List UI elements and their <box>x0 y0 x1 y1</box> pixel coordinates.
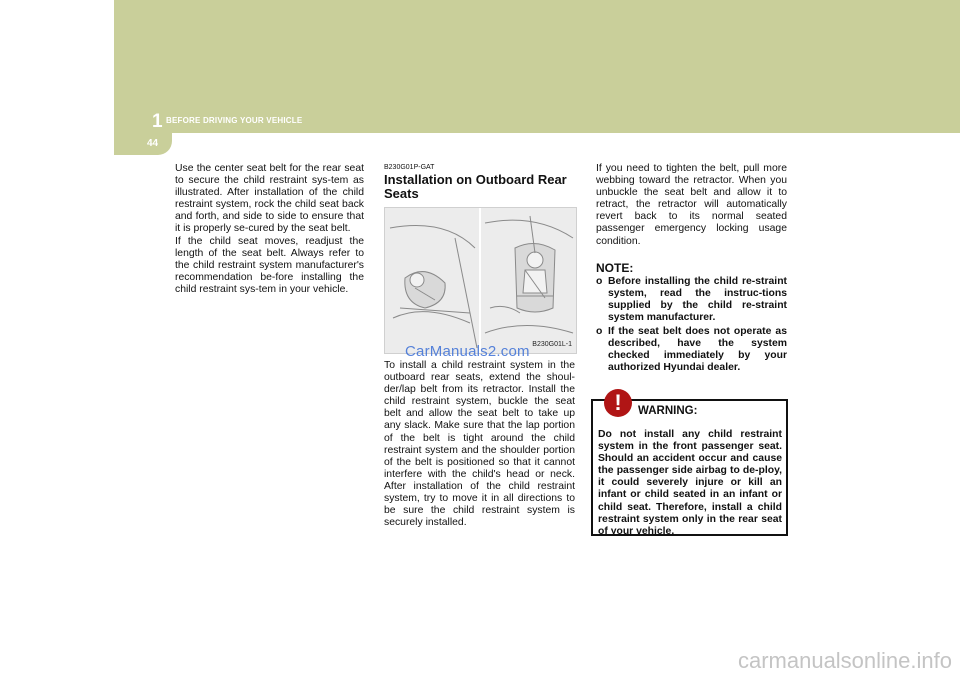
figure-code: B230G01L-1 <box>532 340 572 348</box>
column-left <box>175 163 364 296</box>
note-item <box>596 276 787 324</box>
warning-title: WARNING: <box>638 405 698 417</box>
paragraph: If the child seat moves, readjust the length of the seat belt. Always refer to the child restraint system manufacturer's recommendation be-fore installing the child restraint sys-tem in your vehicle. <box>175 235 364 295</box>
warning-icon: ! <box>604 389 632 417</box>
paragraph: Use the center seat belt for the rear seat to secure the child restraint sys-tem as illustrated. After installation of the child restraint system, rock the child seat back and forth, and side to side to ensure that it is properly se-cured by the seat belt. <box>175 163 364 235</box>
page-number: 44 <box>147 138 159 149</box>
paragraph: To install a child restraint system in the outboard rear seats, extend the shoul-der/lap belt from its retractor. Install the child restraint system, buckle the seat belt and allow the seat belt to take up any slack. Make sure that the lap portion of the belt is tight around the child restraint system and the shoulder portion of the belt is positioned so that it cannot interfere with the child's head or neck. After installation of the child restraint system, try to move it in all directions to be sure the child restraint system is securely installed. <box>384 360 575 529</box>
bullet: o <box>596 275 603 287</box>
note-text: If the seat belt does not operate as described, have the system checked immediately by your authorized Hyundai dealer. <box>608 326 787 374</box>
chapter-number: 1 <box>152 111 163 132</box>
page-number-tab <box>114 133 172 155</box>
chapter-title: BEFORE DRIVING YOUR VEHICLE <box>166 116 303 125</box>
section-title: Installation on Outboard Rear Seats <box>384 172 567 201</box>
footer-watermark: carmanualsonline.info <box>737 648 952 673</box>
section-code: B230G01P-GAT <box>384 164 435 171</box>
child-seat-illustration <box>385 208 576 353</box>
note-item <box>596 326 787 374</box>
paragraph: If you need to tighten the belt, pull more webbing toward the retractor. When you unbuckle the seat belt and allow it to retract, the retractor will automatically revert back to its normal seated passenger emergency locking usage condition. <box>596 163 787 247</box>
warning-box <box>591 399 788 536</box>
watermark: CarManuals2.com <box>405 343 530 360</box>
warning-text: Do not install any child restraint system in the front passenger seat. Should an accident occur and cause the passenger side airbag to de-ploy, it could severely injure or kill an infant or child seated in an infant or child seat. Therefore, install a child restraint system only in the rear seat of your vehicle. <box>598 429 782 537</box>
note-text: Before installing the child re-straint system, read the instruc-tions supplied by the child re-straint system manufacturer. <box>608 275 787 324</box>
column-right <box>596 163 787 377</box>
child-seat-figure <box>384 207 577 354</box>
note-heading: NOTE: <box>596 260 634 275</box>
bullet: o <box>596 326 603 338</box>
header-band <box>114 0 960 133</box>
